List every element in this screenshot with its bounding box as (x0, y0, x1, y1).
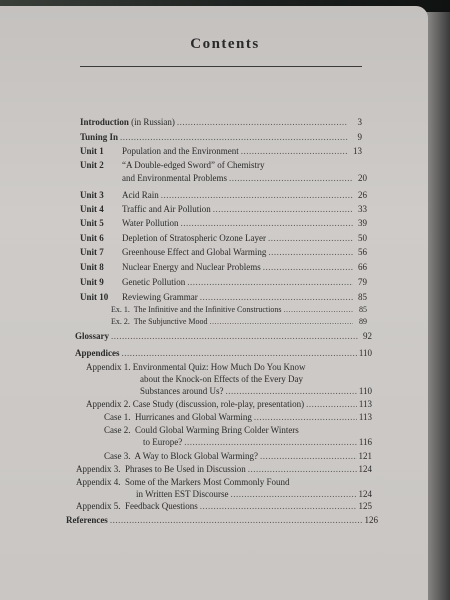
dot-leader (111, 330, 358, 342)
appendix-title: Appendix 3. Phrases to Be Used in Discussion (76, 464, 246, 474)
unit-label: Unit 9 (80, 277, 104, 287)
toc-entry-appendix-5 (76, 500, 372, 512)
dot-leader (181, 217, 353, 229)
toc-entry-appendix-1-end (140, 385, 372, 397)
toc-entry-unit-2 (80, 159, 362, 171)
case-title: Case 3. A Way to Block Global Warming? (104, 451, 258, 461)
dot-leader (184, 436, 357, 448)
dot-leader (231, 488, 357, 500)
dot-leader (110, 514, 363, 526)
dot-leader (161, 189, 353, 201)
appendix-title: Appendix 2. Case Study (discussion, role-play, presentation) (86, 399, 305, 409)
toc-page: 85 (358, 292, 367, 302)
toc-entry-case-2 (104, 424, 299, 436)
appendix-title: Appendix 5. Feedback Questions (76, 501, 198, 511)
toc-entry-appendix-2 (86, 398, 372, 410)
toc-entry-unit-6 (80, 232, 367, 244)
toc-page: 89 (359, 317, 367, 326)
toc-entry-case-3 (104, 450, 372, 462)
unit-title: Depletion of Stratospheric Ozone Layer (122, 233, 266, 243)
dot-leader (213, 203, 353, 215)
appendix-title: Appendix 4. Some of the Markers Most Commonly Found (76, 477, 290, 487)
toc-entry-case-1 (104, 411, 372, 423)
toc-entry-references (66, 514, 378, 526)
dot-leader (210, 316, 353, 328)
unit-label: Unit 6 (80, 233, 104, 243)
toc-page: 110 (358, 348, 372, 358)
toc-page: 126 (364, 515, 378, 525)
appendix-title: Appendix 1. Environmental Quiz: How Much Do You Know (86, 362, 306, 372)
unit-label: Unit 5 (80, 218, 104, 228)
unit-label: Unit 4 (80, 204, 104, 214)
toc-entry-appendix-1 (86, 361, 306, 373)
toc-page: 66 (358, 262, 367, 272)
toc-page: 92 (363, 331, 372, 341)
toc-entry-exercise-1 (111, 304, 367, 316)
toc-entry-appendices (75, 347, 372, 359)
dot-leader (254, 411, 357, 423)
toc-label-note: (in Russian) (128, 117, 175, 127)
unit-label: Unit 10 (80, 292, 109, 302)
toc-page: 121 (358, 451, 372, 461)
toc-entry-unit-7 (80, 246, 367, 258)
toc-page: 56 (358, 247, 367, 257)
dot-leader (248, 463, 357, 475)
toc-label: Appendices (75, 348, 120, 358)
toc-page: 85 (359, 305, 367, 314)
case-title-cont: to Europe? (143, 437, 183, 447)
dot-leader (268, 232, 353, 244)
toc-entry-exercise-2 (111, 316, 367, 328)
toc-page: 26 (358, 190, 367, 200)
unit-title: Nuclear Energy and Nuclear Problems (122, 262, 261, 272)
toc-page: 9 (357, 132, 362, 142)
appendix-title-cont: Substances around Us? (140, 386, 224, 396)
toc-page: 124 (358, 489, 372, 499)
toc-entry-introduction (80, 116, 362, 128)
unit-title: “A Double-edged Sword” of Chemistry (122, 160, 265, 170)
dot-leader (200, 291, 353, 303)
appendix-title-cont: about the Knock-on Effects of the Every Day (140, 374, 304, 384)
unit-title: Water Pollution (122, 218, 179, 228)
toc-page: 39 (358, 218, 367, 228)
dot-leader (225, 385, 356, 397)
toc-page: 20 (358, 173, 367, 183)
case-title: Case 2. Could Global Warming Bring Colder Winters (104, 425, 299, 435)
dot-leader (284, 304, 354, 316)
dot-leader (122, 347, 357, 359)
toc-entry-unit-3 (80, 189, 367, 201)
unit-label: Unit 3 (80, 190, 104, 200)
toc-page: 113 (358, 412, 372, 422)
dot-leader (241, 145, 348, 157)
title-rule (80, 66, 362, 67)
unit-label: Unit 8 (80, 262, 104, 272)
unit-title-cont: and Environmental Problems (122, 173, 227, 183)
toc-entry-glossary (75, 330, 372, 342)
dot-leader (177, 116, 348, 128)
unit-title: Acid Rain (122, 190, 159, 200)
exercise-title: Ex. 2. The Subjunctive Mood (111, 317, 208, 326)
dot-leader (187, 276, 353, 288)
unit-title: Population and the Environment (122, 146, 239, 156)
toc-label: Glossary (75, 331, 110, 341)
toc-page: 13 (353, 146, 362, 156)
toc-page: 33 (358, 204, 367, 214)
toc-entry-unit-10 (80, 291, 367, 303)
toc-page: 79 (358, 277, 367, 287)
toc-entry-unit-9 (80, 276, 367, 288)
toc-entry-unit-2-cont (122, 172, 367, 184)
toc-entry-unit-8 (80, 261, 367, 273)
toc-page: 113 (358, 399, 372, 409)
toc-page: 116 (358, 437, 372, 447)
dot-leader (306, 398, 357, 410)
toc-label: References (66, 515, 108, 525)
toc-page: 110 (358, 386, 372, 396)
toc-label: Introduction (80, 117, 129, 127)
toc-label: Tuning In (80, 132, 118, 142)
dot-leader (260, 450, 357, 462)
appendix-title-cont: in Written EST Discourse (136, 489, 229, 499)
toc-entry-unit-5 (80, 217, 367, 229)
dot-leader (200, 500, 357, 512)
unit-label: Unit 1 (80, 146, 104, 156)
unit-label: Unit 7 (80, 247, 104, 257)
toc-entry-unit-4 (80, 203, 367, 215)
unit-title: Greenhouse Effect and Global Warming (122, 247, 267, 257)
exercise-title: Ex. 1. The Infinitive and the Infinitive Constructions (111, 305, 282, 314)
toc-entry-appendix-1-cont (140, 373, 303, 385)
toc-entry-appendix-4 (76, 476, 290, 488)
toc-entry-tuning-in (80, 131, 362, 143)
toc-entry-unit-1 (80, 145, 362, 157)
unit-label: Unit 2 (80, 160, 104, 170)
toc-entry-appendix-4-cont (136, 488, 372, 500)
unit-title: Reviewing Grammar (122, 292, 198, 302)
toc-page: 3 (357, 117, 362, 127)
toc-entry-appendix-3 (76, 463, 372, 475)
case-title: Case 1. Hurricanes and Global Warming (104, 412, 252, 422)
toc-page: 124 (358, 464, 372, 474)
unit-title: Traffic and Air Pollution (122, 204, 211, 214)
unit-title: Genetic Pollution (122, 277, 186, 287)
toc-entry-case-2-cont (143, 436, 372, 448)
dot-leader (268, 246, 353, 258)
dot-leader (120, 131, 348, 143)
dot-leader (229, 172, 353, 184)
dot-leader (263, 261, 353, 273)
toc-page: 50 (358, 233, 367, 243)
toc-page: 125 (358, 501, 372, 511)
page-title: Contents (190, 36, 260, 52)
